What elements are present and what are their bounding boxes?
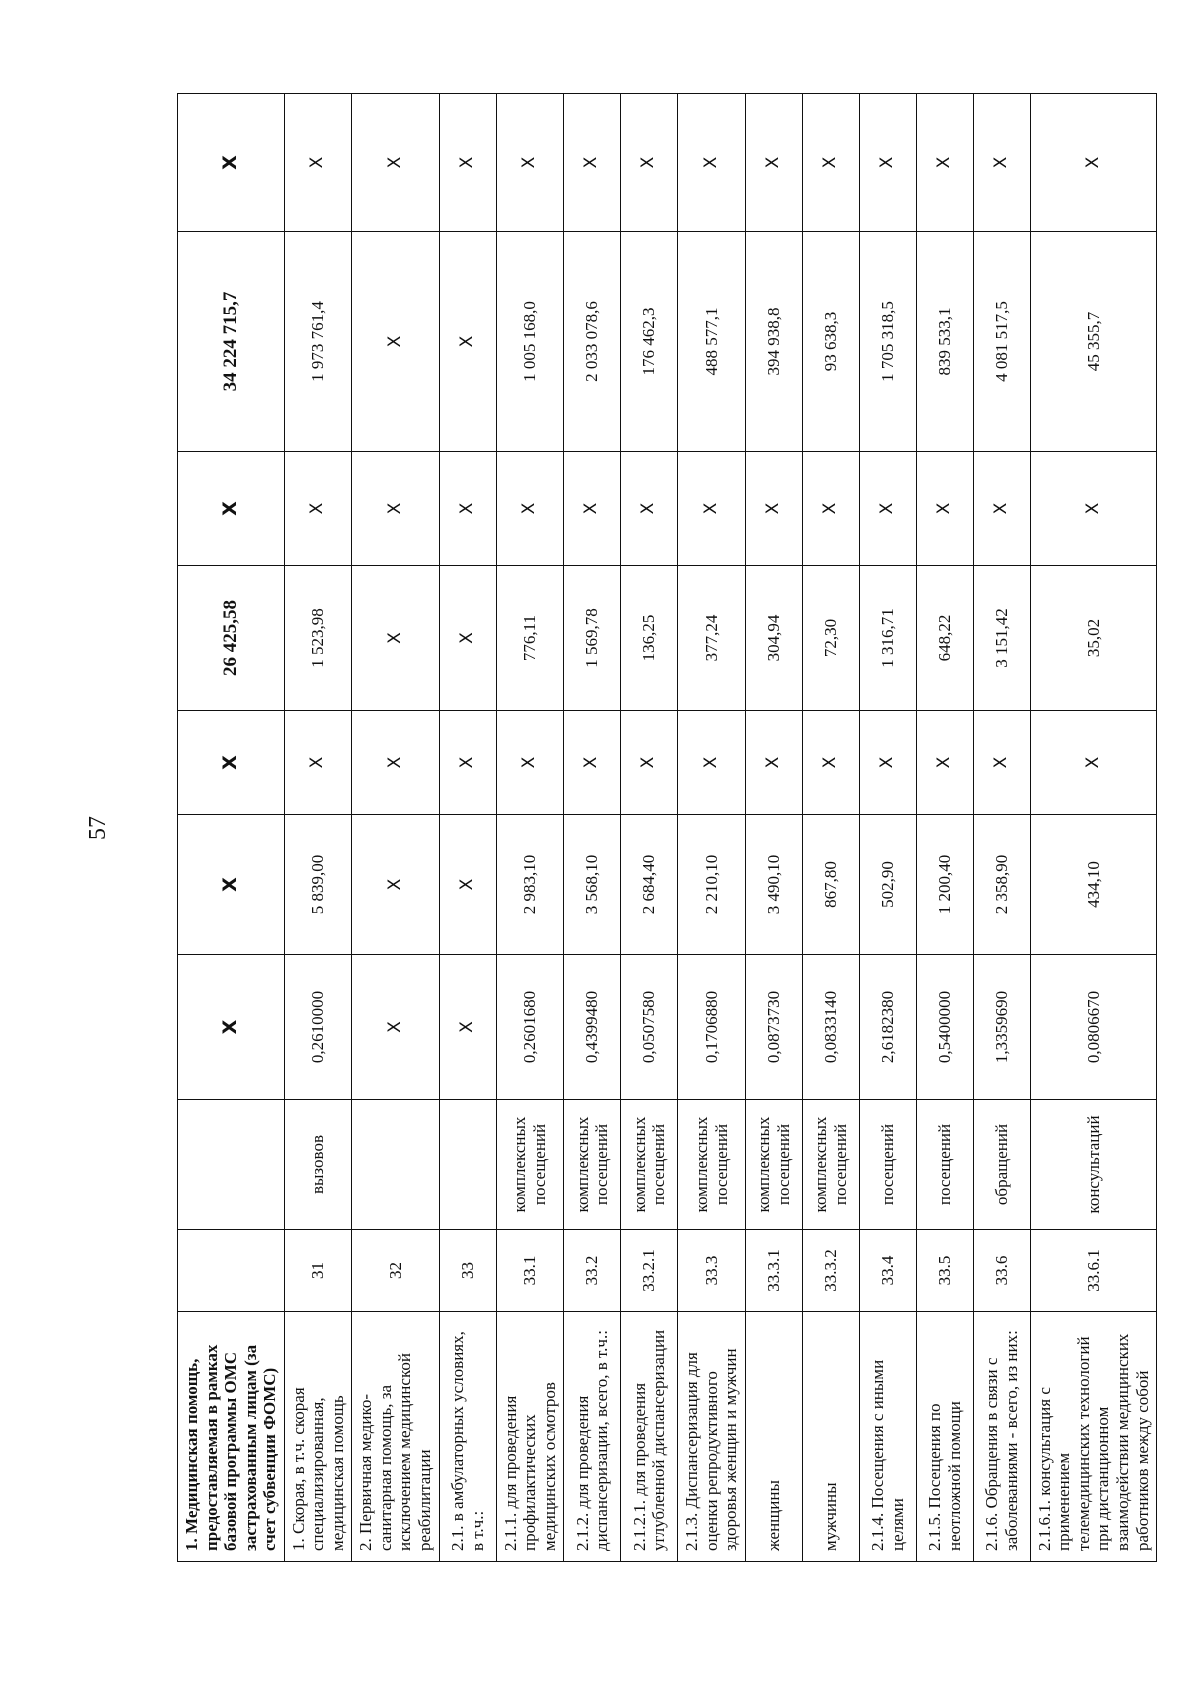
- row-code: [178, 1230, 285, 1312]
- cell-col4: 72,30: [802, 566, 859, 711]
- cell-col5: X: [745, 452, 802, 566]
- table-row: [496, 94, 564, 1562]
- row-name: 2.1.5. Посещения по неотложной помощи: [916, 1312, 973, 1562]
- cell-col7: X: [178, 94, 285, 232]
- row-unit: [178, 1100, 285, 1230]
- cell-col4: 26 425,58: [178, 566, 285, 711]
- cell-col4: 776,11: [496, 566, 564, 711]
- row-code: 33.5: [916, 1230, 973, 1312]
- cell-col7: X: [802, 94, 859, 232]
- row-code: 33: [439, 1230, 496, 1312]
- cell-col1: 0,2610000: [284, 955, 352, 1100]
- cell-col2: X: [352, 815, 439, 955]
- row-unit: консультаций: [1030, 1100, 1156, 1230]
- cell-col1: 0,4399480: [564, 955, 621, 1100]
- row-code: 33.3.2: [802, 1230, 859, 1312]
- cell-col5: X: [678, 452, 746, 566]
- row-unit: посещений: [859, 1100, 916, 1230]
- cell-col7: X: [859, 94, 916, 232]
- cell-col7: X: [678, 94, 746, 232]
- cell-col6: 34 224 715,7: [178, 232, 285, 452]
- cell-col4: 648,22: [916, 566, 973, 711]
- table-row: [352, 94, 439, 1562]
- cell-col1: 0,2601680: [496, 955, 564, 1100]
- cell-col3: X: [916, 711, 973, 815]
- cell-col5: X: [802, 452, 859, 566]
- cell-col3: X: [439, 711, 496, 815]
- cell-col3: X: [178, 711, 285, 815]
- cell-col5: X: [178, 452, 285, 566]
- cell-col4: 35,02: [1030, 566, 1156, 711]
- row-name: 1. Скорая, в т.ч. скорая специализированная, медицинская помощь: [284, 1312, 352, 1562]
- cell-col3: X: [973, 711, 1030, 815]
- row-unit: комплексных посещений: [745, 1100, 802, 1230]
- table-row: [916, 94, 973, 1562]
- cell-col1: 0,0507580: [621, 955, 678, 1100]
- rotated-table-container: [177, 94, 1152, 1562]
- cell-col5: X: [564, 452, 621, 566]
- cell-col2: 502,90: [859, 815, 916, 955]
- row-unit: [352, 1100, 439, 1230]
- cell-col4: 304,94: [745, 566, 802, 711]
- cell-col3: X: [678, 711, 746, 815]
- row-name: 2.1.2. для проведения диспансеризации, всего, в т.ч.:: [564, 1312, 621, 1562]
- cell-col2: 2 358,90: [973, 815, 1030, 955]
- cell-col7: X: [496, 94, 564, 232]
- cell-col2: 3 490,10: [745, 815, 802, 955]
- row-code: 33.6.1: [1030, 1230, 1156, 1312]
- row-name: 2.1. в амбулаторных условиях, в т.ч.:: [439, 1312, 496, 1562]
- cell-col3: X: [496, 711, 564, 815]
- row-unit: [439, 1100, 496, 1230]
- row-name: мужчины: [802, 1312, 859, 1562]
- row-code: 31: [284, 1230, 352, 1312]
- budget-table: [177, 93, 1157, 1562]
- cell-col5: X: [439, 452, 496, 566]
- cell-col6: 839 533,1: [916, 232, 973, 452]
- cell-col3: X: [284, 711, 352, 815]
- table-row: [859, 94, 916, 1562]
- row-name: 2. Первичная медико-санитарная помощь, за исключением медицинской реабилитации: [352, 1312, 439, 1562]
- cell-col6: 4 081 517,5: [973, 232, 1030, 452]
- table-row: [973, 94, 1030, 1562]
- cell-col3: X: [352, 711, 439, 815]
- row-name: 2.1.4. Посещения с иными целями: [859, 1312, 916, 1562]
- cell-col2: 2 983,10: [496, 815, 564, 955]
- cell-col1: 0,1706880: [678, 955, 746, 1100]
- row-code: 33.4: [859, 1230, 916, 1312]
- cell-col1: X: [352, 955, 439, 1100]
- cell-col3: X: [564, 711, 621, 815]
- cell-col4: 1 569,78: [564, 566, 621, 711]
- cell-col1: 2,6182380: [859, 955, 916, 1100]
- table-row: [678, 94, 746, 1562]
- cell-col6: 394 938,8: [745, 232, 802, 452]
- row-code: 33.2: [564, 1230, 621, 1312]
- table-row: [802, 94, 859, 1562]
- cell-col5: X: [496, 452, 564, 566]
- cell-col5: X: [284, 452, 352, 566]
- cell-col1: X: [439, 955, 496, 1100]
- cell-col5: X: [859, 452, 916, 566]
- cell-col2: 1 200,40: [916, 815, 973, 955]
- row-unit: комплексных посещений: [621, 1100, 678, 1230]
- cell-col2: 5 839,00: [284, 815, 352, 955]
- cell-col2: 2 684,40: [621, 815, 678, 955]
- cell-col7: X: [564, 94, 621, 232]
- cell-col1: 0,0806670: [1030, 955, 1156, 1100]
- cell-col5: X: [1030, 452, 1156, 566]
- table-row: [439, 94, 496, 1562]
- cell-col3: X: [745, 711, 802, 815]
- cell-col7: X: [284, 94, 352, 232]
- cell-col3: X: [621, 711, 678, 815]
- cell-col1: 0,0873730: [745, 955, 802, 1100]
- cell-col4: X: [439, 566, 496, 711]
- cell-col1: 1,3359690: [973, 955, 1030, 1100]
- row-unit: вызовов: [284, 1100, 352, 1230]
- cell-col1: 0,0833140: [802, 955, 859, 1100]
- cell-col1: X: [178, 955, 285, 1100]
- row-unit: обращений: [973, 1100, 1030, 1230]
- row-code: 33.2.1: [621, 1230, 678, 1312]
- cell-col4: 1 523,98: [284, 566, 352, 711]
- cell-col7: X: [621, 94, 678, 232]
- cell-col4: 3 151,42: [973, 566, 1030, 711]
- row-name: 2.1.2.1. для проведения углубленной диспансеризации: [621, 1312, 678, 1562]
- table-row: [284, 94, 352, 1562]
- cell-col6: 93 638,3: [802, 232, 859, 452]
- row-name: 2.1.1. для проведения профилактических медицинских осмотров: [496, 1312, 564, 1562]
- cell-col6: 1 705 318,5: [859, 232, 916, 452]
- table-row: [745, 94, 802, 1562]
- row-unit: комплексных посещений: [802, 1100, 859, 1230]
- cell-col7: X: [973, 94, 1030, 232]
- cell-col7: X: [1030, 94, 1156, 232]
- cell-col6: 176 462,3: [621, 232, 678, 452]
- row-code: 32: [352, 1230, 439, 1312]
- cell-col3: X: [1030, 711, 1156, 815]
- table-body: [178, 94, 1157, 1562]
- cell-col2: 434,10: [1030, 815, 1156, 955]
- cell-col4: X: [352, 566, 439, 711]
- table-row: [564, 94, 621, 1562]
- row-name: 2.1.6. Обращения в связи с заболеваниями - всего, из них:: [973, 1312, 1030, 1562]
- cell-col6: 45 355,7: [1030, 232, 1156, 452]
- cell-col4: 136,25: [621, 566, 678, 711]
- row-code: 33.6: [973, 1230, 1030, 1312]
- row-unit: комплексных посещений: [678, 1100, 746, 1230]
- cell-col7: X: [439, 94, 496, 232]
- page-number: 57: [84, 816, 111, 840]
- cell-col2: 3 568,10: [564, 815, 621, 955]
- cell-col6: X: [439, 232, 496, 452]
- cell-col7: X: [745, 94, 802, 232]
- cell-col5: X: [916, 452, 973, 566]
- cell-col7: X: [352, 94, 439, 232]
- cell-col4: 377,24: [678, 566, 746, 711]
- row-unit: комплексных посещений: [496, 1100, 564, 1230]
- cell-col3: X: [859, 711, 916, 815]
- cell-col5: X: [352, 452, 439, 566]
- row-name: 1. Медицинская помощь, предоставляемая в рамках базовой программы ОМС застрахованным лицам (за счет субвенции ФОМС): [178, 1312, 285, 1562]
- cell-col6: 2 033 078,6: [564, 232, 621, 452]
- row-name: 2.1.3. Диспансеризация для оценки репродуктивного здоровья женщин и мужчин: [678, 1312, 746, 1562]
- cell-col6: 1 973 761,4: [284, 232, 352, 452]
- row-unit: посещений: [916, 1100, 973, 1230]
- row-code: 33.3.1: [745, 1230, 802, 1312]
- table-row: [178, 94, 285, 1562]
- row-name: женщины: [745, 1312, 802, 1562]
- cell-col2: X: [439, 815, 496, 955]
- cell-col1: 0,5400000: [916, 955, 973, 1100]
- cell-col2: X: [178, 815, 285, 955]
- table-row: [1030, 94, 1156, 1562]
- cell-col3: X: [802, 711, 859, 815]
- cell-col5: X: [621, 452, 678, 566]
- table-row: [621, 94, 678, 1562]
- cell-col4: 1 316,71: [859, 566, 916, 711]
- row-code: 33.3: [678, 1230, 746, 1312]
- cell-col6: 488 577,1: [678, 232, 746, 452]
- row-name: 2.1.6.1. консультация с применением телемедицинских технологий при дистанционном взаимодействии медицинских работников между собой: [1030, 1312, 1156, 1562]
- cell-col6: 1 005 168,0: [496, 232, 564, 452]
- row-code: 33.1: [496, 1230, 564, 1312]
- cell-col6: X: [352, 232, 439, 452]
- cell-col2: 867,80: [802, 815, 859, 955]
- row-unit: комплексных посещений: [564, 1100, 621, 1230]
- cell-col5: X: [973, 452, 1030, 566]
- cell-col7: X: [916, 94, 973, 232]
- cell-col2: 2 210,10: [678, 815, 746, 955]
